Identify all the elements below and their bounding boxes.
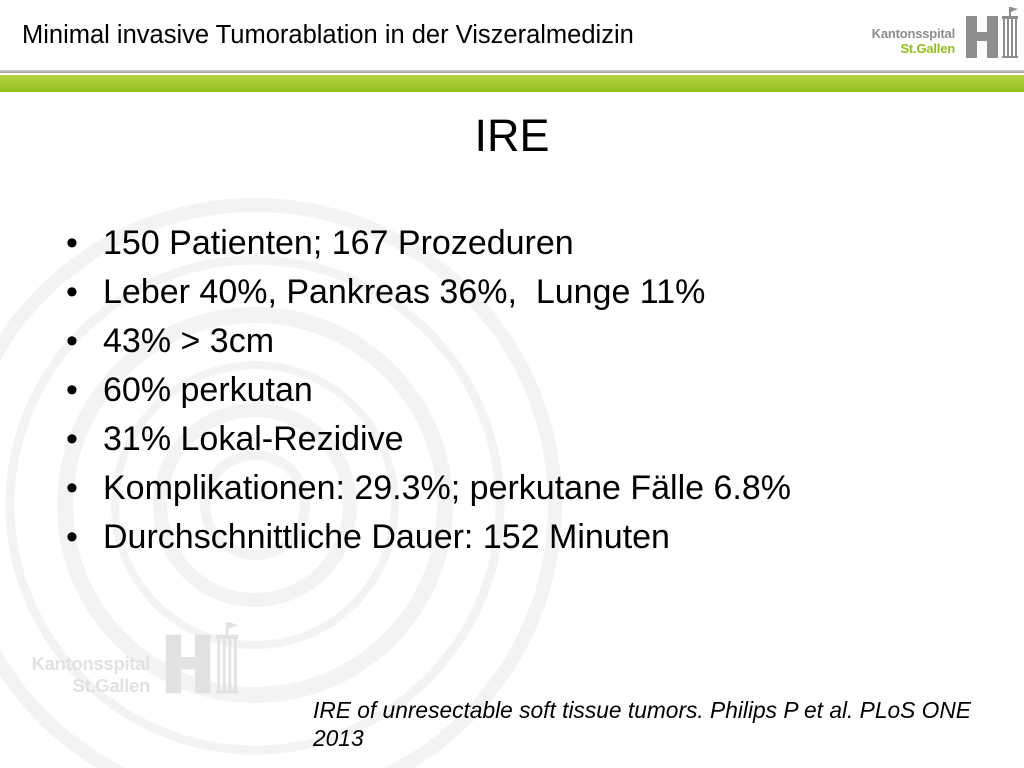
logo-location: St.Gallen bbox=[900, 41, 955, 56]
bullet-text: 31% Lokal-Rezidive bbox=[103, 420, 404, 458]
bullet-item bbox=[0, 317, 1024, 366]
bullet-marker: • bbox=[66, 469, 78, 507]
watermark-logo bbox=[10, 653, 150, 697]
logo-name: Kantonsspital bbox=[871, 26, 955, 41]
bullet-marker: • bbox=[66, 322, 78, 360]
bullet-marker: • bbox=[66, 224, 78, 262]
header-divider bbox=[0, 70, 1024, 73]
watermark-logo-name: Kantonsspital bbox=[31, 653, 150, 674]
watermark-logo-location: St.Gallen bbox=[72, 675, 150, 696]
header-green-band bbox=[0, 75, 1024, 92]
bullet-marker: • bbox=[66, 518, 78, 556]
bullet-text: 43% > 3cm bbox=[103, 322, 275, 360]
bullet-text: Durchschnittliche Dauer: 152 Minuten bbox=[103, 518, 670, 556]
bullet-list bbox=[0, 219, 1024, 562]
bullet-item bbox=[0, 366, 1024, 415]
bullet-marker: • bbox=[66, 371, 78, 409]
bullet-item bbox=[0, 268, 1024, 317]
slide-title: IRE bbox=[474, 110, 550, 161]
bullet-item bbox=[0, 219, 1024, 268]
hospital-logo bbox=[872, 26, 955, 56]
hospital-h-logo-icon bbox=[962, 4, 1022, 60]
header-title: Minimal invasive Tumorablation in der Viszeralmedizin bbox=[22, 21, 634, 49]
bullet-text: Komplikationen: 29.3%; perkutane Fälle 6.8% bbox=[103, 469, 791, 507]
bullet-item bbox=[0, 464, 1024, 513]
watermark-h-logo-icon bbox=[160, 618, 244, 696]
bullet-marker: • bbox=[66, 273, 78, 311]
bullet-item bbox=[0, 415, 1024, 464]
citation: IRE of unresectable soft tissue tumors. Philips P et al. PLoS ONE 2013 bbox=[313, 697, 971, 751]
bullet-item bbox=[0, 513, 1024, 562]
bullet-text: Leber 40%, Pankreas 36%, Lunge 11% bbox=[103, 273, 706, 311]
bullet-marker: • bbox=[66, 420, 78, 458]
bullet-text: 60% perkutan bbox=[103, 371, 313, 409]
bullet-text: 150 Patienten; 167 Prozeduren bbox=[103, 224, 574, 262]
